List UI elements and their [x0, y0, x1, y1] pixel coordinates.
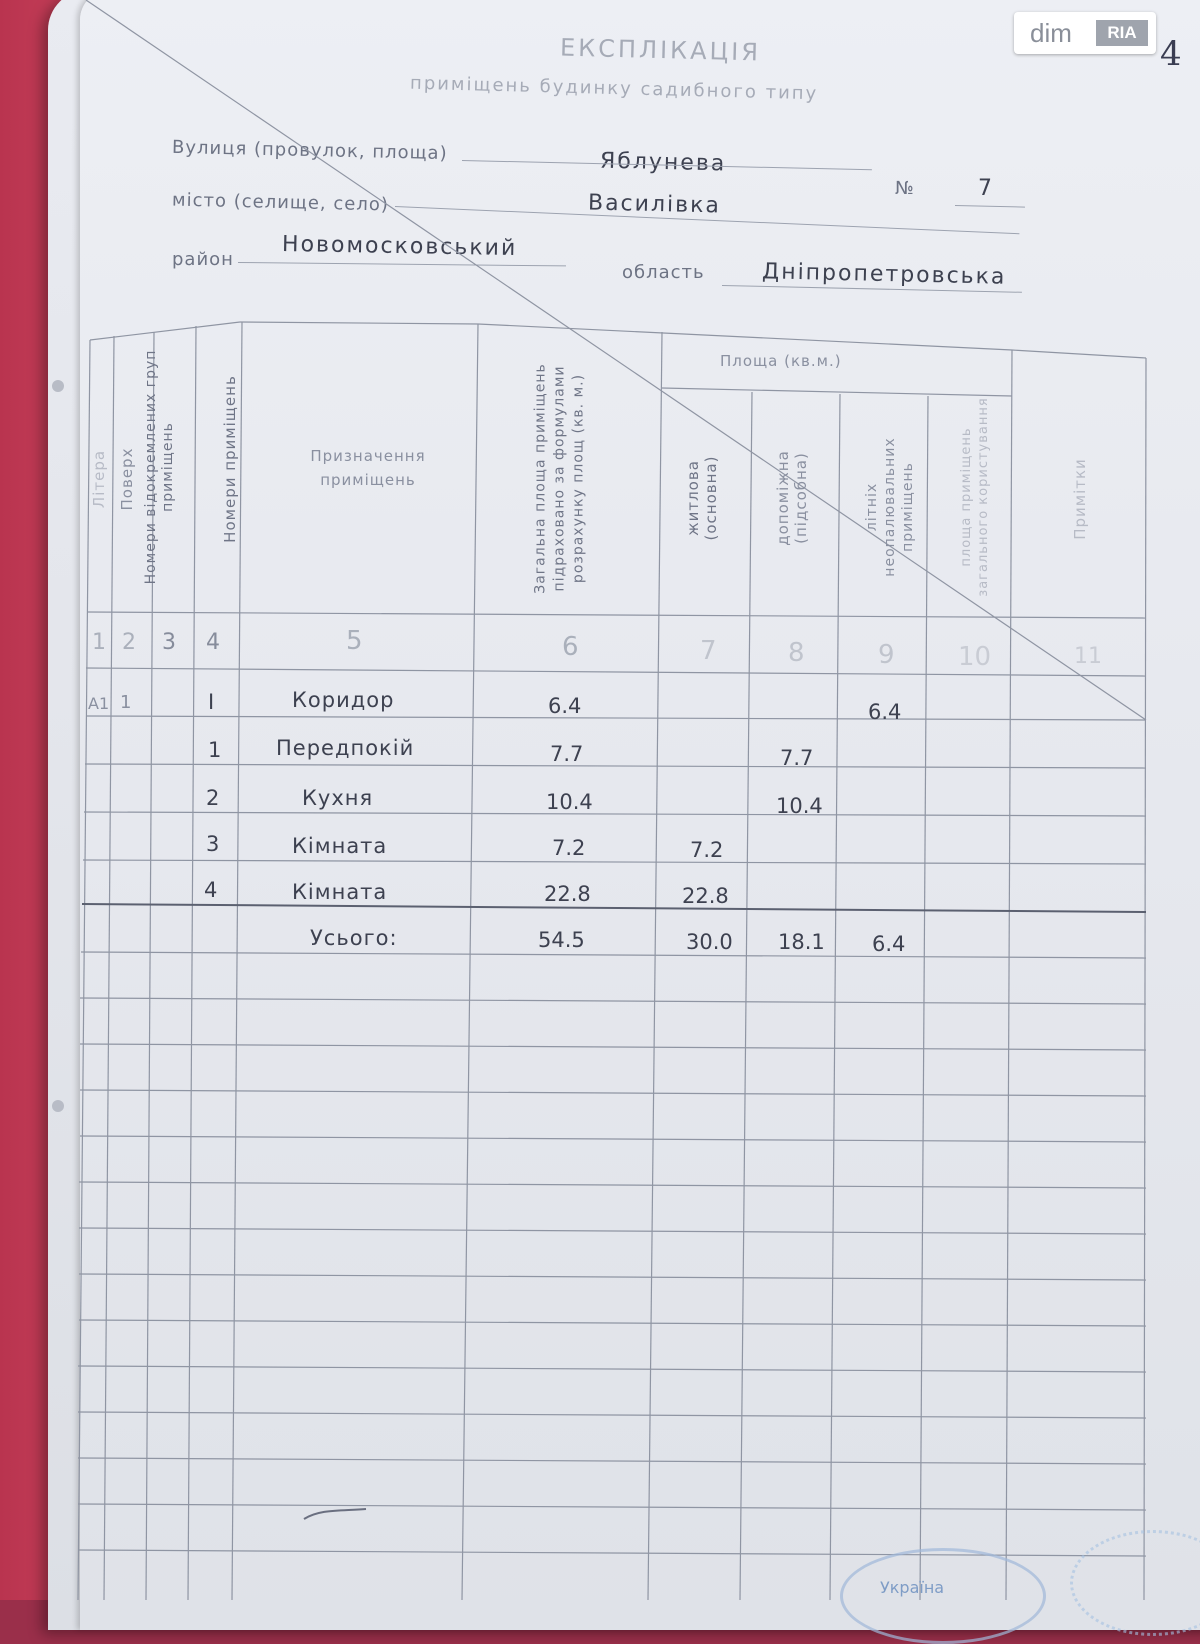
cell-room-name: Кімната: [292, 880, 388, 904]
watermark-dim: dim: [1030, 18, 1072, 48]
district-value: Новомосковський: [281, 231, 518, 262]
header-floor: Поверх: [118, 447, 136, 511]
header-auxiliary: допоміжна (підсобна): [774, 450, 810, 546]
cell-living: 7.2: [690, 838, 724, 862]
cell-room-number: 1: [208, 738, 222, 762]
watermark-ria: RIA: [1096, 20, 1148, 46]
city-label: місто (селище, село): [171, 189, 390, 216]
cell-room-name: Кімната: [292, 834, 388, 858]
document-title: ЕКСПЛІКАЦІЯ: [559, 33, 762, 67]
column-number: 7: [700, 636, 717, 666]
cell-total: 10.4: [546, 790, 593, 814]
header-summer: літніх неопалювальних приміщень: [864, 437, 916, 577]
column-number: 1: [92, 630, 106, 655]
city-value: Василівка: [587, 190, 722, 219]
column-number: 2: [122, 630, 136, 655]
total-label: Усього:: [310, 926, 398, 950]
header-notes: Примітки: [1071, 458, 1089, 540]
cell-litera: А1: [88, 694, 110, 713]
cell-total: 7.7: [550, 742, 584, 766]
cell-total: 6.4: [548, 694, 582, 718]
region-value: Дніпропетровська: [761, 259, 1007, 290]
header-common: площа приміщень загального користування: [959, 397, 991, 597]
cell-room-name: Передпокій: [276, 736, 415, 760]
cell-living: 22.8: [682, 884, 729, 908]
cell-room-number: 3: [206, 832, 220, 856]
cell-summer: 6.4: [868, 700, 902, 724]
column-number: 6: [562, 632, 579, 662]
total-area: 54.5: [538, 928, 585, 952]
header-litera: Літера: [90, 449, 108, 509]
cell-room-number: I: [208, 690, 215, 714]
document-subtitle: приміщень будинку садибного типу: [409, 72, 819, 105]
cell-aux: 10.4: [776, 794, 823, 818]
cell-room-name: Кухня: [302, 786, 374, 810]
total-summer: 6.4: [872, 932, 906, 956]
street-label: Вулиця (провулок, площа): [171, 136, 448, 165]
cell-floor: 1: [120, 692, 132, 713]
cell-total: 7.2: [552, 836, 586, 860]
cell-aux: 7.7: [780, 746, 814, 770]
total-living: 30.0: [686, 930, 733, 954]
number-label: №: [895, 178, 915, 199]
pen-mark: [300, 1505, 370, 1525]
page-number: 4: [1160, 34, 1182, 74]
header-purpose: Призначення приміщень: [310, 447, 426, 489]
number-value: 7: [978, 176, 994, 201]
header-living: житлова (основна): [684, 455, 720, 541]
column-number: 3: [162, 630, 176, 655]
cell-total: 22.8: [544, 882, 591, 906]
cell-room-name: Коридор: [292, 688, 395, 712]
column-number: 11: [1074, 644, 1102, 669]
column-number: 5: [346, 626, 363, 656]
header-room-numbers: Номери приміщень: [221, 375, 239, 543]
header-total-area: Загальна площа приміщень підраховано за формулами розрахунку площ (кв. м.): [532, 363, 587, 594]
street-value: Яблунева: [599, 148, 727, 177]
column-number: 8: [788, 638, 805, 668]
cell-room-number: 4: [204, 878, 218, 902]
stamp-text: Україна: [880, 1578, 945, 1597]
region-label: область: [622, 262, 705, 283]
column-number: 9: [878, 640, 895, 670]
total-aux: 18.1: [778, 930, 825, 954]
column-number: 10: [958, 642, 992, 672]
district-label: район: [172, 249, 234, 270]
cell-room-number: 2: [206, 786, 220, 810]
header-group-numbers: Номери відокремлених груп приміщень: [143, 349, 176, 585]
column-number: 4: [206, 630, 220, 655]
header-area-group: Площа (кв.м.): [720, 352, 842, 370]
